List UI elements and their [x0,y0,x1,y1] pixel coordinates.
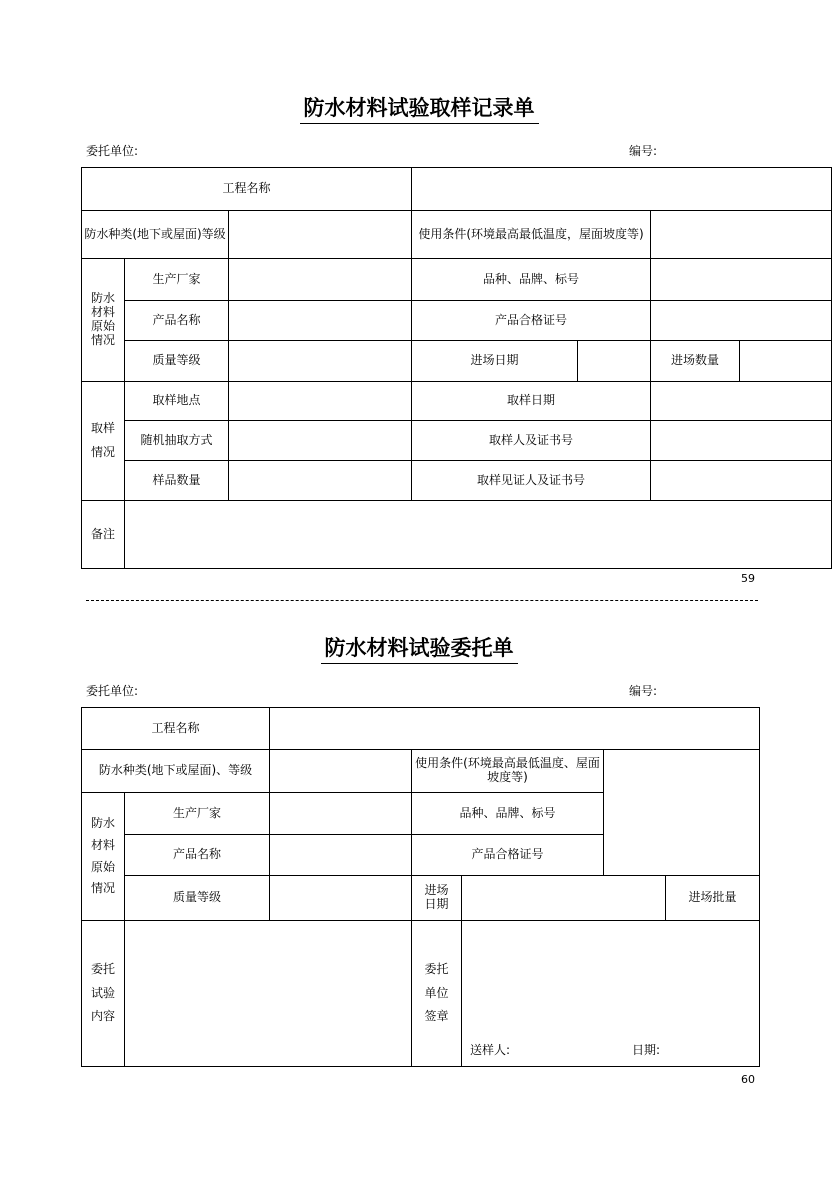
type-grade-field[interactable] [229,211,412,259]
entrust-seal-label: 委托 单位 签章 [412,921,462,1067]
table-row [82,421,832,461]
remarks-label: 备注 [82,501,125,569]
page-number: 59 [741,572,755,585]
witness-label: 取样见证人及证书号 [412,461,651,501]
manufacturer-label: 生产厂家 [125,259,229,301]
product-name-label: 产品名称 [125,835,270,876]
table-row [82,301,832,341]
cut-line-divider [86,600,758,601]
client-label: 委托单位: [86,144,139,158]
table-row [82,708,760,750]
variety-brand-field[interactable] [651,259,832,301]
sampling-date-field[interactable] [651,382,832,421]
table-row [82,168,832,211]
form-title: 防水材料试验委托单 [0,632,838,664]
quality-grade-field[interactable] [270,876,412,921]
manufacturer-field[interactable] [270,793,412,835]
sampler-field[interactable] [651,421,832,461]
product-name-label: 产品名称 [125,301,229,341]
table-row [82,461,832,501]
sample-quantity-field[interactable] [229,461,412,501]
entry-batch-label: 进场批量 [666,876,760,921]
manufacturer-label: 生产厂家 [125,793,270,835]
project-name-field[interactable] [270,708,760,750]
number-label: 编号: [629,144,658,158]
sampler-label: 取样人及证书号 [412,421,651,461]
table-row [82,382,832,421]
sampling-record-table [81,167,832,569]
project-name-field[interactable] [412,168,832,211]
witness-field[interactable] [651,461,832,501]
sampling-date-label: 取样日期 [412,382,651,421]
table-row [82,876,760,921]
entrust-seal-field[interactable] [462,921,760,1067]
use-conditions-field[interactable] [604,750,760,876]
use-conditions-label: 使用条件(环境最高最低温度、屋面坡度等) [412,750,604,793]
product-name-field[interactable] [229,301,412,341]
entry-date-field[interactable] [578,341,651,382]
random-method-label: 随机抽取方式 [125,421,229,461]
table-row [82,341,832,382]
certificate-label: 产品合格证号 [412,835,604,876]
sample-quantity-label: 样品数量 [125,461,229,501]
original-condition-group-label: 防水 材料 原始 情况 [82,793,125,921]
use-conditions-field[interactable] [651,211,832,259]
table-row [82,501,832,569]
entry-date-field[interactable] [462,876,666,921]
page-number: 60 [741,1073,755,1086]
client-label: 委托单位: [86,684,139,698]
number-label: 编号: [629,684,658,698]
entrust-content-field[interactable] [125,921,412,1067]
project-name-label: 工程名称 [82,168,412,211]
product-name-field[interactable] [270,835,412,876]
project-name-label: 工程名称 [82,708,270,750]
entry-date-label: 进场 日期 [412,876,462,921]
entry-quantity-label: 进场数量 [651,341,740,382]
table-row [82,921,760,1067]
type-grade-label: 防水种类(地下或屋面)、等级 [82,750,270,793]
form-title: 防水材料试验取样记录单 [0,92,838,124]
entry-quantity-field[interactable] [740,341,832,382]
sampling-place-field[interactable] [229,382,412,421]
sender-label: 送样人: [470,1043,511,1058]
quality-grade-field[interactable] [229,341,412,382]
quality-grade-label: 质量等级 [125,341,229,382]
table-row [82,259,832,301]
entrust-content-label: 委托 试验 内容 [82,921,125,1067]
type-grade-label: 防水种类(地下或屋面)等级 [82,211,229,259]
type-grade-field[interactable] [270,750,412,793]
use-conditions-label: 使用条件(环境最高最低温度，屋面坡度等) [412,211,651,259]
remarks-field[interactable] [125,501,832,569]
quality-grade-label: 质量等级 [125,876,270,921]
variety-brand-label: 品种、品牌、标号 [412,793,604,835]
date-label: 日期: [632,1043,661,1058]
random-method-field[interactable] [229,421,412,461]
certificate-field[interactable] [651,301,832,341]
sampling-group-label: 取样 情况 [82,382,125,501]
certificate-label: 产品合格证号 [412,301,651,341]
table-row [82,750,760,793]
manufacturer-field[interactable] [229,259,412,301]
table-row [82,211,832,259]
entry-date-label: 进场日期 [412,341,578,382]
entrust-form-table [81,707,760,1067]
variety-brand-label: 品种、品牌、标号 [412,259,651,301]
original-condition-group-label: 防水 材料 原始 情况 [82,259,125,382]
sampling-place-label: 取样地点 [125,382,229,421]
